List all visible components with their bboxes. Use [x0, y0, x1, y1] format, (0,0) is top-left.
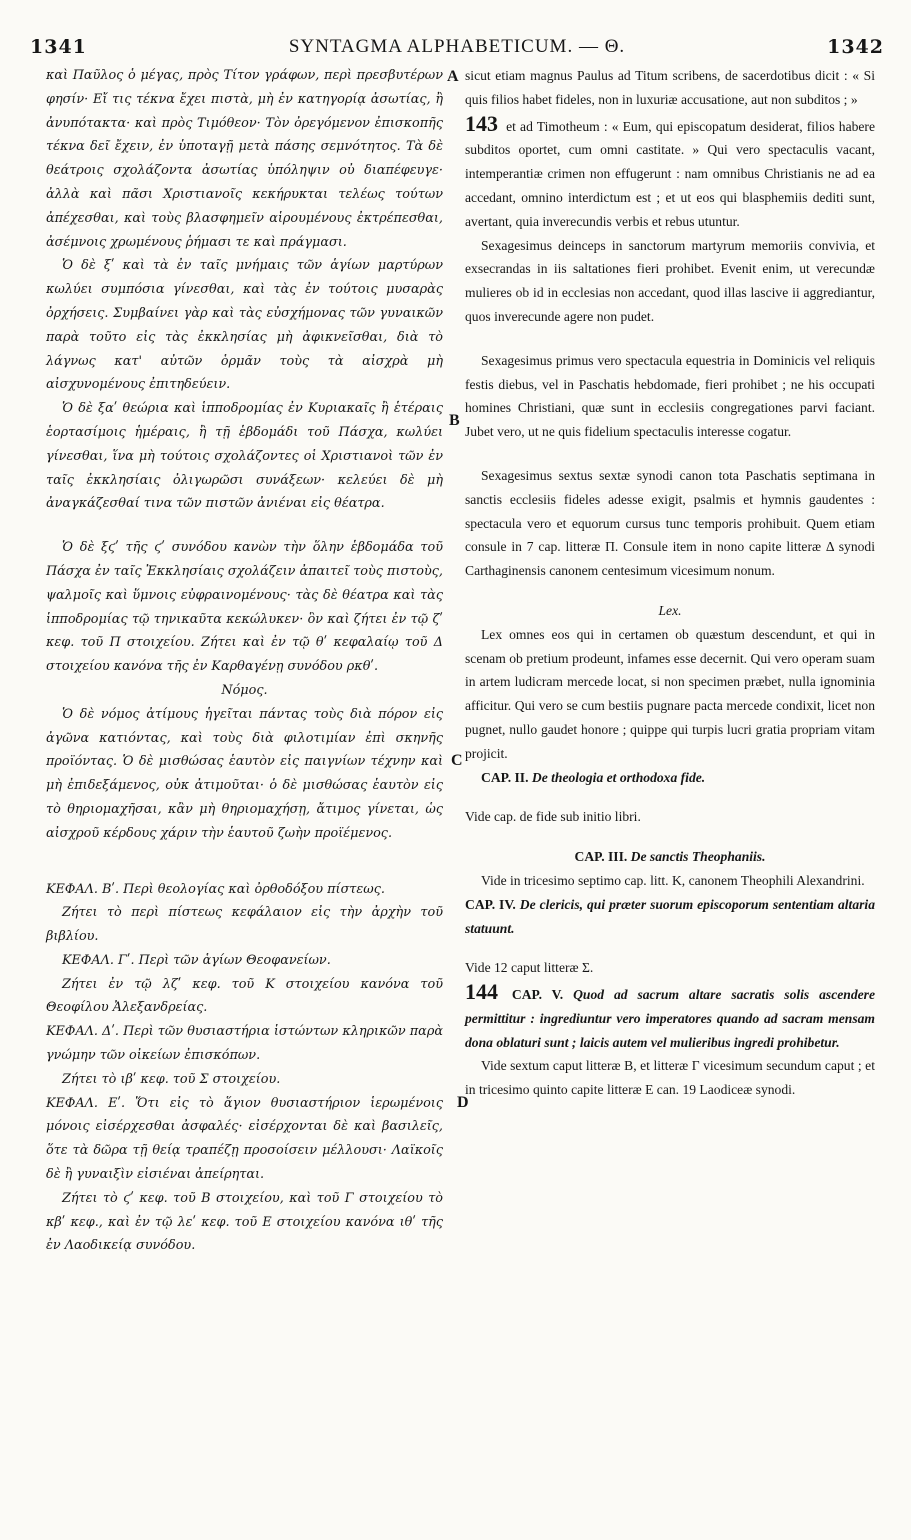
margin-marker-b: B [449, 412, 460, 429]
page-header [30, 36, 884, 66]
latin-paragraph: Sexagesimus deinceps in sanctorum martyrum memoriis convivia, et exsecrandas in iis saltationes fieri prohibet. Evenit enim, ut verecundæ mulieres ob id in ecclesias non accedant, quod illas lascive ii aggrediantur, quos inverecunde agere non pudet. [465, 237, 875, 324]
greek-column [46, 64, 443, 1258]
greek-chapter-heading: ΚΕΦΑΛ. Γʹ. Περὶ τῶν ἁγίων Θεοφανείων. [62, 952, 331, 968]
page-number-left: 1341 [30, 36, 87, 58]
greek-paragraph: Ζήτει τὸ περὶ πίστεως κεφάλαιον εἰς τὴν ἀρχὴν τοῦ βιβλίου. [46, 905, 443, 945]
latin-chapter-heading: CAP. IV. De clericis, qui præter suorum episcoporum sententiam altaria statuunt. [465, 896, 875, 936]
column-number-marker: 144 [465, 979, 498, 1005]
greek-chapter-heading: ΚΕΦΑΛ. Εʹ. Ὅτι εἰς τὸ ἅγιον θυσιαστήριον ἱερωμένοις μόνοις εἰσέρχεσθαι ἀσφαλές· εἰσέρχονται δὲ καὶ βασιλεῖς, ὅτε τὰ δῶρα τῇ θείᾳ τραπέζῃ προσοίσειν μέλλουσι· Λαϊκοῖς δὲ ἢ γυναιξὶν εἰσιέναι ἀπείρηται. [46, 1095, 443, 1183]
greek-section-heading: Νόμος. [221, 682, 268, 698]
latin-paragraph: Sexagesimus primus vero spectacula equestria in Dominicis vel reliquis festis diebus, vel in Paschatis hebdomade, fieri prohibet ; ne his occupati homines Christiani, quæ sunt in ecclesiis congregationes parvi faciant. Jubet vero, ut ne quis fidelium spectaculis interesse cogatur. [465, 352, 875, 440]
page-number-right: 1342 [827, 36, 884, 58]
latin-section-heading: Lex. [658, 602, 682, 618]
greek-paragraph: Ὁ δὲ ξαʹ θεώρια καὶ ἱπποδρομίας ἐν Κυριακαῖς ἢ ἑτέραις ἑορτασίμοις ἡμέραις, ἢ τῇ ἑβδομάδι τοῦ Πάσχα, κωλύει γίνεσθαι, ἵνα μὴ τούτοις σχολάζοντες οἱ Χριστιανοὶ τῶν ἐν ταῖς ἐκκλησίαις ὀλιγωρῶσι συνάξεων· κελεύει δὲ μὴ ἀναγκάζεσθαί τινα τῶν πιστῶν ἀνιέναι εἰς θέατρα. [46, 401, 443, 512]
greek-paragraph: Ζήτει ἐν τῷ λζʹ κεφ. τοῦ Κ στοιχείου κανόνα τοῦ Θεοφίλου Ἀλεξανδρείας. [46, 976, 443, 1016]
greek-paragraph: Ὁ δὲ νόμος ἀτίμους ἡγεῖται πάντας τοὺς διὰ πόρον εἰς ἀγῶνα κατιόντας, καὶ τοὺς διὰ φιλοτιμίαν ἐπὶ σκηνῆς προϊόντας. Ὁ δὲ μισθώσας ἑαυτὸν εἰς παιγνίων τέχνην καὶ μὴ ἐπιδεξάμενος, οὐκ ἀτιμοῦται· ὁ δὲ μισθώσας ἑαυτὸν εἰς τὸ θηριομαχῆσαι, κἂν μὴ θηριομαχήσῃ, ἄτιμος γίνεται, ὡς αἰσχροῦ κέρδους χάριν τὴν ἑαυτοῦ ζωὴν προϊέμενος. [46, 706, 443, 841]
latin-paragraph: 143 et ad Timotheum : « Eum, qui episcopatum desiderat, filios habere subditos oportet, cum omni castitate. » Qui vero spectaculis vacant, intemperantiæ crimen non effugerunt : nam omnibus Christianis ne ad ea accedant, omnino interdictum est ; et ut eos qui blasphemiis dediti sunt, avertant, quia inverecundis verbis et rebus utuntur. [465, 110, 875, 229]
margin-marker-d: D [457, 1094, 469, 1111]
greek-paragraph: Ζήτει τὸ ιβʹ κεφ. τοῦ Σ στοιχείου. [62, 1071, 281, 1087]
column-number-marker: 143 [465, 110, 498, 136]
latin-paragraph: Vide in tricesimo septimo cap. litt. K, canonem Theophili Alexandrini. [481, 872, 865, 888]
margin-marker-c: C [451, 752, 463, 769]
greek-paragraph: Ζήτει τὸ ϛʹ κεφ. τοῦ Β στοιχείου, καὶ τοῦ Γ στοιχείου τὸ κβʹ κεφ., καὶ ἐν τῷ λεʹ κεφ. τοῦ Ε στοιχείου κανόνα ιθʹ τῆς ἐν Λαοδικείᾳ συνόδου. [46, 1190, 443, 1254]
margin-marker-a: A [447, 68, 459, 85]
greek-chapter-heading: ΚΕΦΑΛ. Βʹ. Περὶ θεολογίας καὶ ὀρθοδόξου πίστεως. [46, 881, 385, 897]
greek-paragraph: Ὁ δὲ ξϛʹ τῆς ϛʹ συνόδου κανὼν τὴν ὅλην ἑβδομάδα τοῦ Πάσχα ἐν ταῖς Ἐκκλησίαις σχολάζειν ἀπαιτεῖ τοὺς πιστοὺς, ψαλμοῖς καὶ ὕμνοις εὐφραινομένους· τὰς δὲ θέατρα καὶ τὰς ἱπποδρομίας τῷ τηνικαῦτα κεκώλυκεν· ὃν καὶ ζήτει ἐν τῷ ζʹ κεφ. τοῦ Π στοιχείου. Ζήτει καὶ ἐν τῷ θʹ κεφαλαίῳ τοῦ Δ στοιχείου κανόνα τῆς ἐν Καρθαγένῃ συνόδου ρκθʹ. [46, 540, 443, 675]
latin-chapter-heading: CAP. III. De sanctis Theophaniis. [574, 849, 766, 865]
latin-chapter-heading: CAP. II. De theologia et orthodoxa fide. [481, 769, 706, 785]
latin-paragraph: Sexagesimus sextus sextæ synodi canon tota Paschatis septimana in sanctis ecclesiis fideles adesse exigit, psalmis et hymnis gaudentes : spectacula vero et equorum cursus tunc temporis prohibuit. Quem etiam consule in 7 cap. litteræ Π. Consule item in nono capite litteræ Δ synodi Carthaginensis canonem centesimum vicesimum nonum. [465, 467, 875, 579]
greek-paragraph: καὶ Παῦλος ὁ μέγας, πρὸς Τίτον γράφων, περὶ πρεσβυτέρων φησίν· Εἴ τις τέκνα ἔχει πιστὰ, μὴ ἐν κατηγορίᾳ ἀσωτίας, ἢ ἀνυπότακτα· καὶ πρὸς Τιμόθεον· Τὸν ὀρεγόμενον ἐπισκοπῆς τέκνα δεῖ ἔχειν, ἐν ὑποταγῇ μετὰ πάσης σεμνότητος. Τὰ δὲ θεάτροις σχολάζοντα ἀσωτίας ὑπόληψιν οὐ διαπέφευγε· ἀλλὰ καὶ πᾶσι Χριστιανοῖς κεκήρυκται τελέως τούτων ἀπέχεσθαι, καὶ τοὺς βλασφημεῖν αἱρουμένους ἐκτρέπεσθαι, ἀσέμνοις χρωμένους ῥήμασι τε καὶ πράγμασι. [46, 68, 443, 250]
latin-paragraph: Lex omnes eos qui in certamen ob quæstum descendunt, et qui in scenam ob pretium prodeunt, infames esse decernit. Qui vero operam suam in artem ludicram mercede locat, si non specimen præbet, nulla ignominia afficitur. Qui vero se cum bestiis pugnare pacta mercede condixit, licet non pugnet, nullo gaudet honore ; quippe qui turpis lucri gratia propriam vitam projicit. [465, 626, 875, 761]
running-title: SYNTAGMA ALPHABETICUM. — Θ. [288, 36, 626, 57]
latin-paragraph: Vide sextum caput litteræ B, et litteræ Γ vicesimum secundum caput ; et in tricesimo quinto capite litteræ E can. 19 Laodiceæ synodi. [465, 1058, 875, 1098]
greek-paragraph: Ὁ δὲ ξʹ καὶ τὰ ἐν ταῖς μνήμαις τῶν ἁγίων μαρτύρων κωλύει συμπόσια γίνεσθαι, καὶ τὰς ἐν τούτοις μυσαρὰς ὀρχήσεις. Συμβαίνει γὰρ καὶ τὰς εὐσχήμονας τῶν γυναικῶν παρὰ τοῦτο εἰς τὰς ἐκκλησίας μὴ ἀφικνεῖσθαι, διὰ τὸ λάγνως κατ' αὐτῶν ὁρμᾶν τοὺς τὰ αἰσχρὰ μὴ αἰσχυνομένους ἐπιτηδεύειν. [46, 258, 443, 393]
latin-paragraph: Vide cap. de fide sub initio libri. [465, 809, 641, 825]
latin-chapter-heading: 144 CAP. V. Quod ad sacrum altare sacratis solis ascendere permittitur : ingrediuntur vero imperatores quando ad sacram mensam dona oblaturi sunt ; laicis autem vel mulieribus ingredi prohibetur. [465, 979, 876, 1050]
latin-paragraph: Vide 12 caput litteræ Σ. [465, 960, 594, 976]
latin-paragraph: sicut etiam magnus Paulus ad Titum scribens, de sacerdotibus dicit : « Si quis filios habet fideles, non in luxuriæ accusatione, aut non subditos ; » [465, 68, 875, 107]
greek-chapter-heading: ΚΕΦΑΛ. Δʹ. Περὶ τῶν θυσιαστήρια ἱστώντων κληρικῶν παρὰ γνώμην τῶν οἰκείων ἐπισκόπων. [46, 1024, 443, 1064]
latin-column [465, 64, 875, 1102]
